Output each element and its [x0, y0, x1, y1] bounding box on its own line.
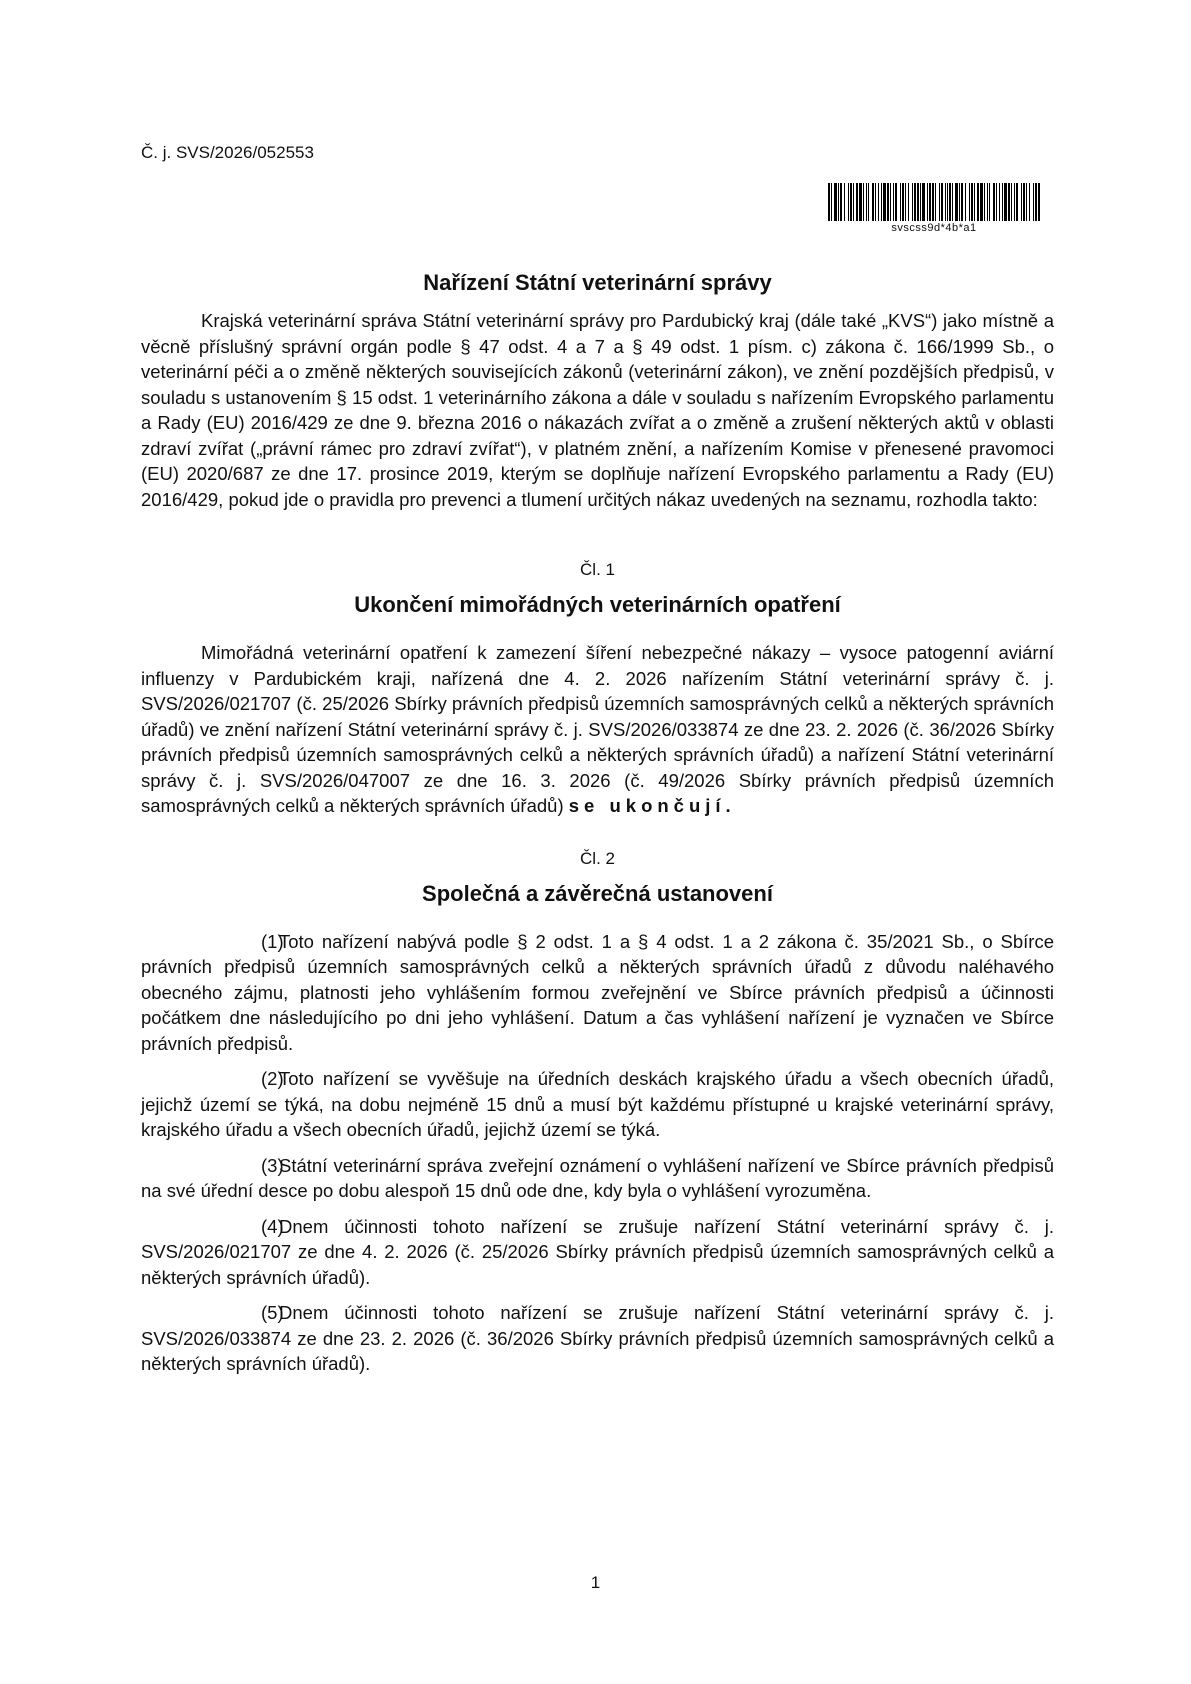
article-1-text	[141, 640, 1054, 819]
paragraph-text: Státní veterinární správa zveřejní oznámení o vyhlášení nařízení ve Sbírce právních předpisů na své úřední desce po dobu alespoň 15 dnů ode dne, kdy byla o vyhlášení vyrozuměna.	[141, 1154, 1054, 1201]
article-1-heading: Ukončení mimořádných veterinárních opatření	[354, 592, 841, 617]
paragraph-number: (1)	[261, 930, 284, 952]
document-title: Nařízení Státní veterinární správy	[423, 270, 772, 295]
paragraph-5	[141, 1300, 1054, 1377]
paragraph-text: Dnem účinnosti tohoto nařízení se zrušuje nařízení Státní veterinární správy č. j. SVS/2026/033874 ze dne 23. 2. 2026 (č. 36/2026 Sbírky právních předpisů územních samosprávných celků a některých správních úřadů).	[141, 1302, 1054, 1374]
paragraph-text: Toto nařízení nabývá podle § 2 odst. 1 a § 4 odst. 1 a 2 zákona č. 35/2021 Sb., o Sbírce právních předpisů územních samosprávných celků a některých správních úřadů z důvodu naléhavého obecného zájmu, platnosti jeho vyhlášením formou zveřejnění ve Sbírce právních předpisů a účinnosti počátkem dne následujícího po dni jeho vyhlášení. Datum a čas vyhlášení nařízení je vyznačen ve Sbírce právních předpisů.	[141, 930, 1054, 1054]
paragraph-number: (3)	[261, 1154, 284, 1176]
paragraph-text: Toto nařízení se vyvěšuje na úředních deskách krajského úřadu a všech obecních úřadů, jejichž území se týká, na dobu nejméně 15 dnů a musí být každému přístupné u krajské veterinární správy, krajského úřadu a všech obecních úřadů, jejichž území se týká.	[141, 1068, 1054, 1140]
barcode-bars	[828, 183, 1040, 221]
barcode	[828, 183, 1040, 233]
paragraph-1	[141, 929, 1054, 1057]
barcode-bar	[1038, 183, 1040, 221]
reference-number: Č. j. SVS/2026/052553	[141, 143, 314, 162]
paragraph-3	[141, 1153, 1054, 1204]
paragraph-number: (4)	[261, 1215, 284, 1237]
article-2-heading: Společná a závěrečná ustanovení	[422, 880, 773, 906]
paragraph-2	[141, 1066, 1054, 1143]
page-number: 1	[590, 1573, 601, 1592]
article-1-label: Čl. 1	[580, 560, 615, 579]
paragraph-text: Dnem účinnosti tohoto nařízení se zrušuje nařízení Státní veterinární správy č. j. SVS/2026/021707 ze dne 4. 2. 2026 (č. 25/2026 Sbírky právních předpisů územních samosprávných celků a některých správních úřadů).	[141, 1215, 1054, 1288]
article-2-label: Čl. 2	[580, 848, 615, 868]
intro-paragraph: Krajská veterinární správa Státní veterinární správy pro Pardubický kraj (dále také „KVS“) jako místně a věcně příslušný správní orgán podle § 47 odst. 4 a 7 a § 49 odst. 1 písm. c) zákona č. 166/1999 Sb., o veterinární péči a o změně některých souvisejících zákonů (veterinární zákon), ve znění pozdějších předpisů, v souladu s ustanovením § 15 odst. 1 veterinárního zákona a dále v souladu s nařízením Evropského parlamentu a Rady (EU) 2016/429 ze dne 9. března 2016 o nákazách zvířat a o změně a zrušení některých aktů v oblasti zdraví zvířat („právní rámec pro zdraví zvířat“), v platném znění, a nařízením Komise v přenesené pravomoci (EU) 2020/687 ze dne 17. prosince 2019, kterým se doplňuje nařízení Evropského parlamentu a Rady (EU) 2016/429, pokud jde o pravidla pro prevenci a tlumení určitých nákaz uvedených na seznamu, rozhodla takto:	[141, 310, 1054, 510]
article-1-emphasis: se ukončují.	[568, 795, 736, 816]
article-1-body: Mimořádná veterinární opatření k zamezení šíření nebezpečné nákazy – vysoce patogenní aviární influenzy v Pardubickém kraji, nařízená dne 4. 2. 2026 nařízením Státní veterinární správy č. j. SVS/2026/021707 (č. 25/2026 Sbírky právních předpisů územních samosprávných celků a některých správních úřadů) ve znění nařízení Státní veterinární správy č. j. SVS/2026/033874 ze dne 23. 2. 2026 (č. 36/2026 Sbírky právních předpisů územních samosprávných celků a některých správních úřadů) a nařízení Státní veterinární správy č. j. SVS/2026/047007 ze dne 16. 3. 2026 (č. 49/2026 Sbírky právních předpisů územních samosprávných celků a některých správních úřadů)	[141, 642, 1054, 816]
paragraph-number: (5)	[261, 1302, 284, 1323]
barcode-text: svscss9d*4b*a1	[891, 222, 977, 234]
paragraph-number: (2)	[261, 1068, 284, 1089]
paragraph-4	[141, 1214, 1054, 1291]
document-body	[141, 270, 1054, 1377]
